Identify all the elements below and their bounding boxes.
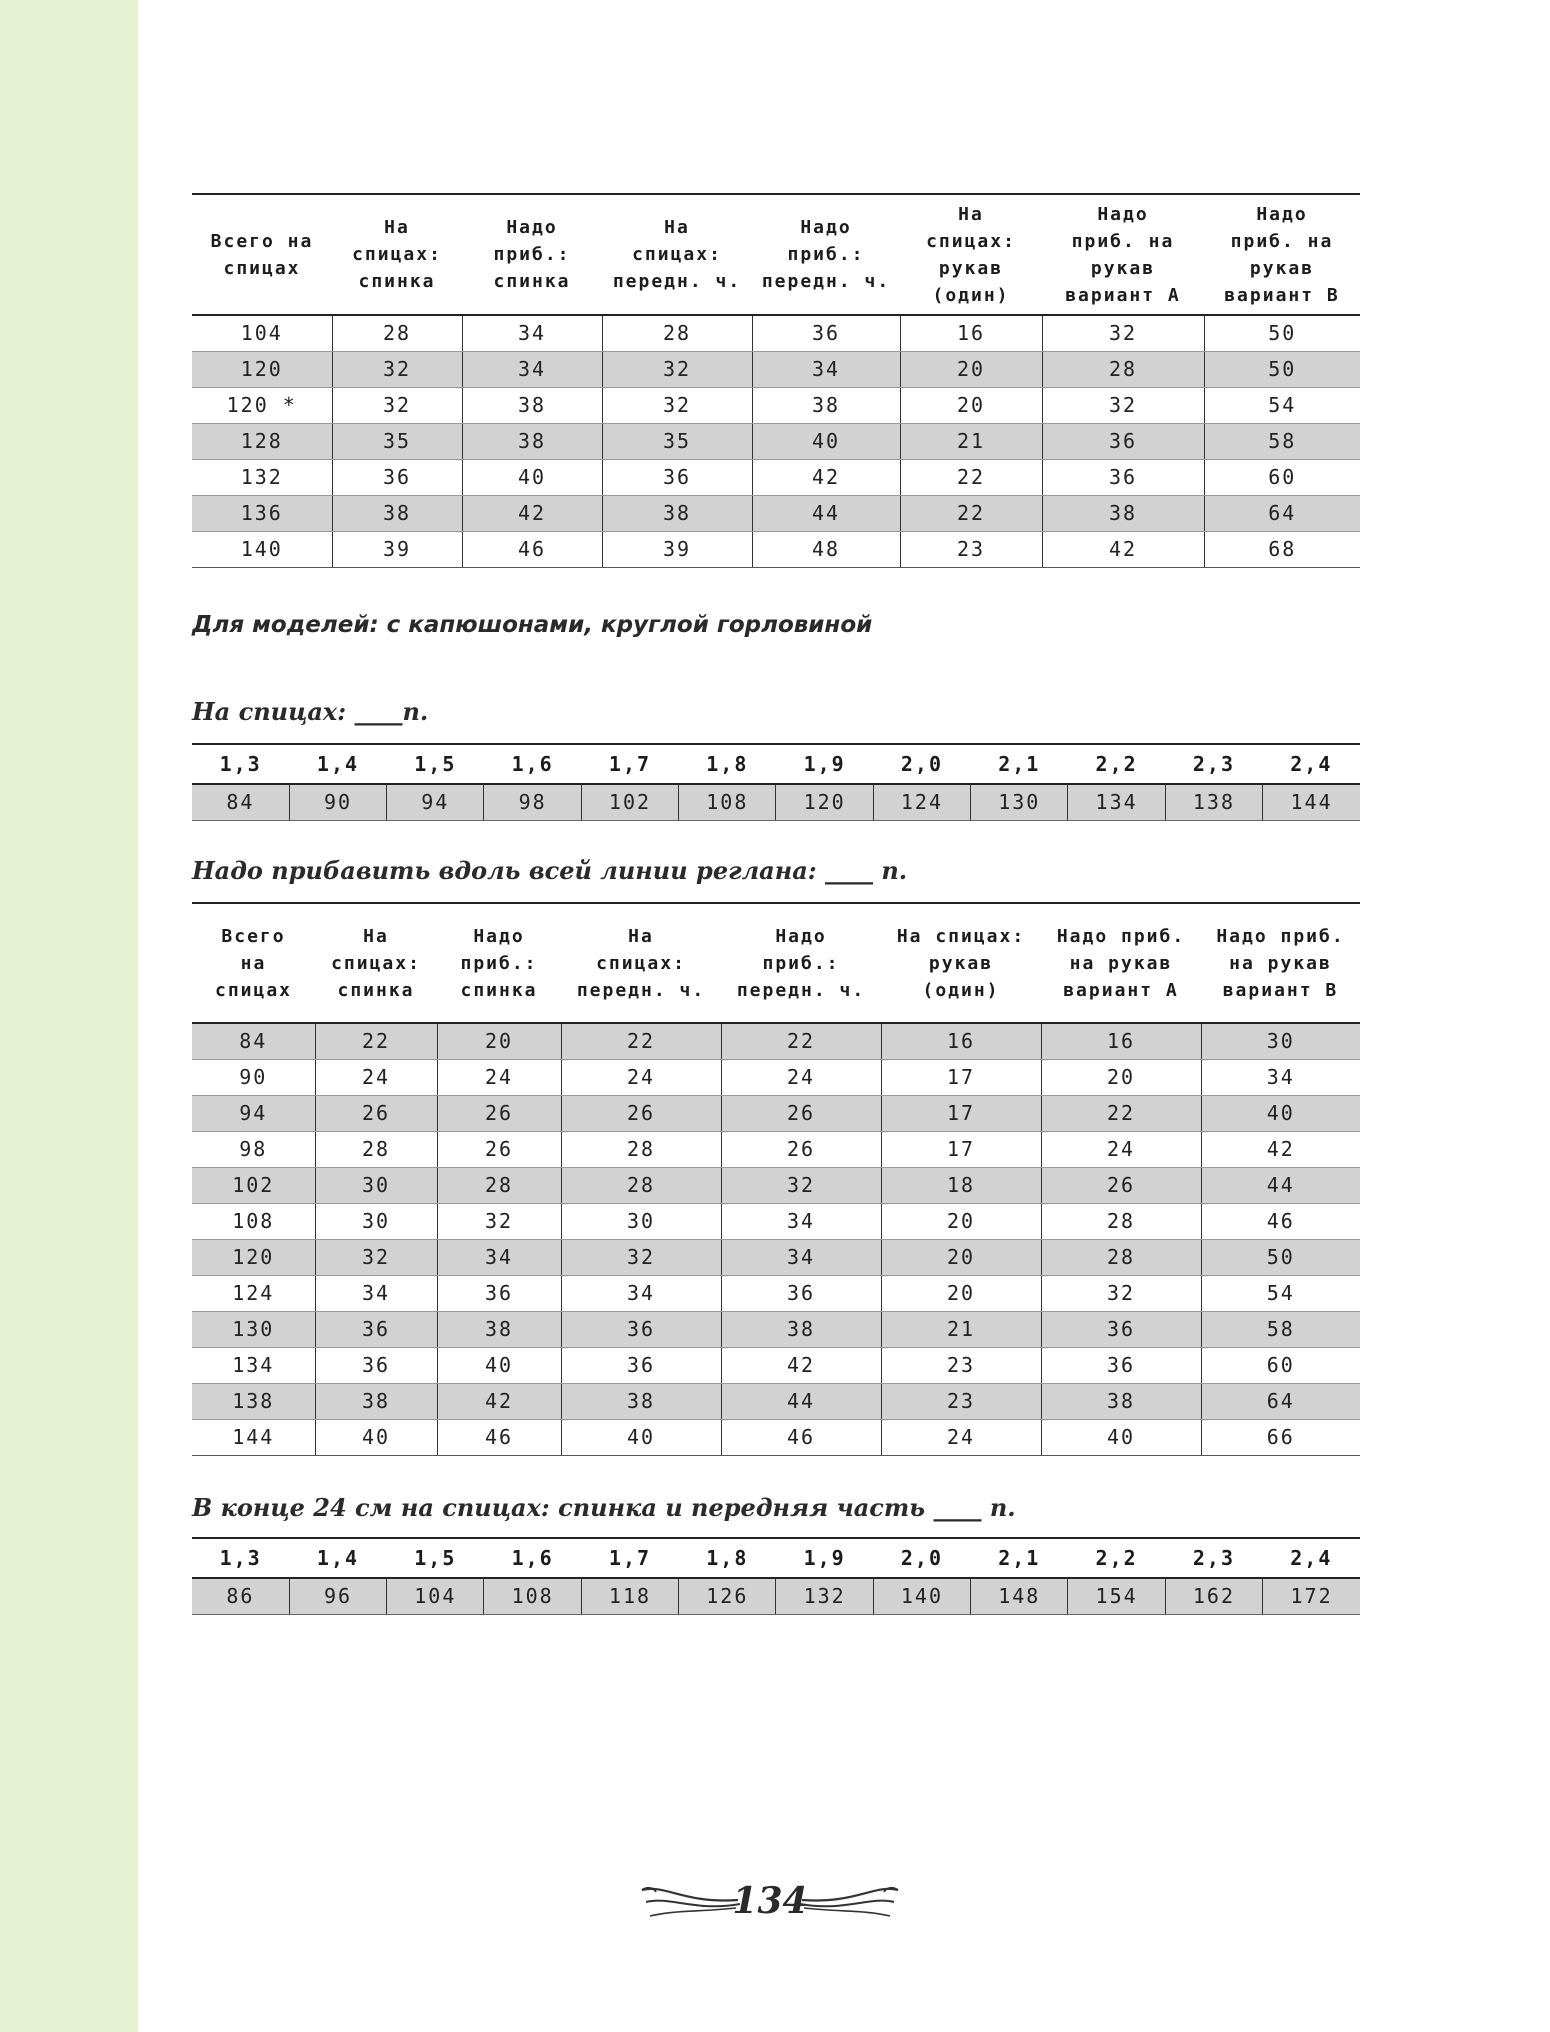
table-cell: 64 <box>1204 495 1360 531</box>
table-cell: 36 <box>332 459 462 495</box>
table-cell: 36 <box>602 459 752 495</box>
table-cell: 60 <box>1204 459 1360 495</box>
table-cell: 44 <box>721 1383 881 1419</box>
gauge-header: 2,3 <box>1192 752 1235 776</box>
table-cell: 42 <box>462 495 602 531</box>
table-cell: 144 <box>192 1419 315 1455</box>
gauge-header: 1,3 <box>219 752 262 776</box>
header-back-increase: Надо приб.: спинка <box>493 217 571 292</box>
header-back-on-needles: На спицах: спинка <box>352 217 442 292</box>
gauge-header: 1,7 <box>608 752 652 776</box>
gauge-header: 1,3 <box>219 1546 262 1570</box>
table-row <box>192 1059 1360 1095</box>
table-cell: 134 <box>1068 784 1165 820</box>
table-cell: 46 <box>1201 1203 1360 1239</box>
table-cell: 130 <box>192 1311 315 1347</box>
table-cell: 40 <box>1041 1419 1201 1455</box>
table-cell: 42 <box>1201 1131 1360 1167</box>
gauge-header: 1,8 <box>706 1546 749 1570</box>
gauge-header: 1,4 <box>316 1546 360 1570</box>
table-cell: 40 <box>315 1419 437 1455</box>
table-cell: 38 <box>561 1383 721 1419</box>
table-cell: 38 <box>752 387 900 423</box>
table-row <box>192 1203 1360 1239</box>
header-total: Всего на спицах <box>210 230 314 279</box>
table-cell: 38 <box>602 495 752 531</box>
table-row <box>192 1023 1360 1059</box>
table-row <box>192 1239 1360 1275</box>
table-cell: 28 <box>437 1167 561 1203</box>
table-cell: 28 <box>602 315 752 351</box>
table-cell: 42 <box>721 1347 881 1383</box>
table-row <box>192 1275 1360 1311</box>
gauge-header: 2,0 <box>900 752 944 776</box>
table-cell: 50 <box>1204 315 1360 351</box>
gauge-header: 2,1 <box>998 752 1041 776</box>
stitch-table-main <box>192 193 1360 568</box>
table-cell: 86 <box>192 1578 289 1614</box>
table-cell: 98 <box>192 1131 315 1167</box>
table-cell: 28 <box>561 1167 721 1203</box>
table-cell: 36 <box>561 1311 721 1347</box>
table-cell: 26 <box>561 1095 721 1131</box>
table-row <box>192 387 1360 423</box>
table-cell: 24 <box>881 1419 1041 1455</box>
table-cell: 118 <box>581 1578 678 1614</box>
table-cell: 108 <box>679 784 776 820</box>
table-cell: 54 <box>1204 387 1360 423</box>
needle-size-table-start <box>192 743 1360 821</box>
table-cell: 24 <box>561 1059 721 1095</box>
stitch-table-hood <box>192 902 1360 1456</box>
table-cell: 34 <box>315 1275 437 1311</box>
table-row <box>192 1419 1360 1455</box>
table-cell: 94 <box>387 784 484 820</box>
table-row <box>192 495 1360 531</box>
table-cell: 16 <box>1041 1023 1201 1059</box>
table-cell: 24 <box>315 1059 437 1095</box>
table-cell: 34 <box>561 1275 721 1311</box>
table-cell: 120 <box>192 1239 315 1275</box>
table-cell: 32 <box>332 351 462 387</box>
table-cell: 32 <box>602 351 752 387</box>
gauge-header: 1,9 <box>803 752 846 776</box>
table-cell: 35 <box>602 423 752 459</box>
table-cell: 138 <box>192 1383 315 1419</box>
gauge-header: 2,4 <box>1290 1546 1333 1570</box>
table-cell: 132 <box>192 459 332 495</box>
table-header-row <box>192 194 1360 315</box>
gauge-header: 2,4 <box>1290 752 1333 776</box>
table-cell: 23 <box>881 1347 1041 1383</box>
table-row <box>192 1347 1360 1383</box>
table-cell: 20 <box>1041 1059 1201 1095</box>
table-cell: 138 <box>1165 784 1262 820</box>
table-cell: 36 <box>752 315 900 351</box>
raglan-label: Надо прибавить вдоль всей линии реглана: ____ п. <box>192 856 908 885</box>
table-cell: 22 <box>900 495 1042 531</box>
header-sleeve-variant-b: Надо приб. на рукав вариант В <box>1224 203 1340 306</box>
table-row <box>192 784 1360 820</box>
table-cell: 21 <box>900 423 1042 459</box>
table-cell: 17 <box>881 1095 1041 1131</box>
header-back-on-needles: На спицах: спинка <box>331 925 421 1001</box>
table-cell: 39 <box>332 531 462 567</box>
table-cell: 24 <box>1041 1131 1201 1167</box>
table-cell: 108 <box>192 1203 315 1239</box>
table-cell: 32 <box>561 1239 721 1275</box>
table-row <box>192 315 1360 351</box>
table-cell: 24 <box>721 1059 881 1095</box>
table-cell: 38 <box>462 423 602 459</box>
table-cell: 34 <box>462 315 602 351</box>
header-sleeve-variant-b: Надо приб. на рукав вариант В <box>1216 925 1345 1001</box>
table-cell: 30 <box>315 1167 437 1203</box>
table-cell: 50 <box>1201 1239 1360 1275</box>
table-cell: 48 <box>752 531 900 567</box>
table-cell: 34 <box>1201 1059 1360 1095</box>
end-24cm-label: В конце 24 см на спицах: спинка и передняя часть ____ п. <box>192 1493 1016 1522</box>
table-cell: 34 <box>462 351 602 387</box>
gauge-header: 1,8 <box>706 752 749 776</box>
header-total: Всего на спицах <box>214 925 293 1001</box>
table-cell: 32 <box>332 387 462 423</box>
table-row <box>192 1578 1360 1614</box>
table-cell: 21 <box>881 1311 1041 1347</box>
table-cell: 38 <box>462 387 602 423</box>
table-cell: 36 <box>1042 459 1204 495</box>
table-cell: 34 <box>437 1239 561 1275</box>
gauge-header: 1,5 <box>414 752 457 776</box>
gauge-header: 1,5 <box>414 1546 457 1570</box>
table-cell: 140 <box>873 1578 970 1614</box>
models-note: Для моделей: с капюшонами, круглой горловиной <box>192 612 873 638</box>
table-row <box>192 1131 1360 1167</box>
page-footer <box>640 1872 900 1932</box>
gauge-header: 2,2 <box>1095 752 1138 776</box>
table-cell: 28 <box>561 1131 721 1167</box>
table-cell: 50 <box>1204 351 1360 387</box>
table-cell: 32 <box>721 1167 881 1203</box>
table-cell: 124 <box>873 784 970 820</box>
table-cell: 22 <box>561 1023 721 1059</box>
table-cell: 22 <box>315 1023 437 1059</box>
table-cell: 36 <box>1042 423 1204 459</box>
table-cell: 102 <box>192 1167 315 1203</box>
table-cell: 64 <box>1201 1383 1360 1419</box>
table-cell: 120 <box>192 351 332 387</box>
table-cell: 20 <box>881 1275 1041 1311</box>
table-row <box>192 531 1360 567</box>
table-cell: 134 <box>192 1347 315 1383</box>
table-cell: 40 <box>462 459 602 495</box>
table-row <box>192 1383 1360 1419</box>
table-cell: 34 <box>721 1203 881 1239</box>
table-cell: 36 <box>315 1347 437 1383</box>
table-cell: 20 <box>437 1023 561 1059</box>
table-header-row <box>192 903 1360 1023</box>
table-cell: 17 <box>881 1059 1041 1095</box>
table-cell: 96 <box>289 1578 386 1614</box>
table-cell: 26 <box>437 1131 561 1167</box>
table-cell: 38 <box>1042 495 1204 531</box>
table-header-row <box>192 744 1360 784</box>
table-cell: 38 <box>315 1383 437 1419</box>
table-cell: 38 <box>437 1311 561 1347</box>
table-cell: 162 <box>1165 1578 1262 1614</box>
table-cell: 22 <box>900 459 1042 495</box>
table-row <box>192 1167 1360 1203</box>
table-row <box>192 459 1360 495</box>
table-cell: 144 <box>1263 784 1360 820</box>
table-cell: 16 <box>881 1023 1041 1059</box>
table-cell: 94 <box>192 1095 315 1131</box>
table-cell: 44 <box>752 495 900 531</box>
table-cell: 108 <box>484 1578 581 1614</box>
table-cell: 148 <box>971 1578 1068 1614</box>
table-cell: 28 <box>315 1131 437 1167</box>
header-sleeve-variant-a: Надо приб. на рукав вариант А <box>1065 203 1181 306</box>
table-cell: 30 <box>1201 1023 1360 1059</box>
gauge-header: 2,1 <box>998 1546 1041 1570</box>
table-cell: 32 <box>315 1239 437 1275</box>
table-cell: 84 <box>192 1023 315 1059</box>
table-cell: 32 <box>1042 387 1204 423</box>
table-cell: 20 <box>900 387 1042 423</box>
table-cell: 34 <box>721 1239 881 1275</box>
table-cell: 34 <box>752 351 900 387</box>
header-front-on-needles: На спицах: передн. ч. <box>612 217 742 292</box>
header-sleeve-on-needles: На спицах: рукав (один) <box>926 203 1016 306</box>
table-cell: 26 <box>721 1131 881 1167</box>
header-front-increase: Надо приб.: передн. ч. <box>736 925 866 1001</box>
table-cell: 120 * <box>192 387 332 423</box>
table-cell: 90 <box>192 1059 315 1095</box>
gauge-header: 1,4 <box>316 752 360 776</box>
page-number: 134 <box>732 1880 808 1922</box>
gauge-header: 1,6 <box>511 752 554 776</box>
gauge-header: 2,2 <box>1095 1546 1138 1570</box>
table-cell: 17 <box>881 1131 1041 1167</box>
table-cell: 26 <box>721 1095 881 1131</box>
table-cell: 18 <box>881 1167 1041 1203</box>
table-cell: 39 <box>602 531 752 567</box>
table-cell: 84 <box>192 784 289 820</box>
table-cell: 32 <box>602 387 752 423</box>
table-cell: 104 <box>387 1578 484 1614</box>
gauge-header: 1,9 <box>803 1546 846 1570</box>
header-sleeve-variant-a: Надо приб. на рукав вариант А <box>1056 925 1186 1001</box>
table-cell: 30 <box>315 1203 437 1239</box>
table-cell: 28 <box>1041 1239 1201 1275</box>
table-cell: 40 <box>1201 1095 1360 1131</box>
table-cell: 58 <box>1204 423 1360 459</box>
table-cell: 46 <box>437 1419 561 1455</box>
table-cell: 30 <box>561 1203 721 1239</box>
table-cell: 36 <box>721 1275 881 1311</box>
table-header-row <box>192 1538 1360 1578</box>
table-cell: 98 <box>484 784 581 820</box>
table-cell: 40 <box>561 1419 721 1455</box>
table-cell: 46 <box>462 531 602 567</box>
table-cell: 124 <box>192 1275 315 1311</box>
gauge-header: 1,7 <box>608 1546 652 1570</box>
table-cell: 32 <box>1042 315 1204 351</box>
table-cell: 66 <box>1201 1419 1360 1455</box>
table-cell: 36 <box>1041 1311 1201 1347</box>
table-cell: 38 <box>1041 1383 1201 1419</box>
header-back-increase: Надо приб.: спинка <box>460 925 538 1001</box>
table-cell: 22 <box>1041 1095 1201 1131</box>
gauge-header: 2,0 <box>900 1546 944 1570</box>
table-cell: 35 <box>332 423 462 459</box>
table-cell: 46 <box>721 1419 881 1455</box>
gauge-header: 1,6 <box>511 1546 554 1570</box>
table-cell: 36 <box>1041 1347 1201 1383</box>
table-cell: 28 <box>332 315 462 351</box>
table-cell: 54 <box>1201 1275 1360 1311</box>
table-cell: 32 <box>1041 1275 1201 1311</box>
table-cell: 60 <box>1201 1347 1360 1383</box>
table-cell: 120 <box>776 784 873 820</box>
header-front-on-needles: На спицах: передн. ч. <box>576 925 706 1001</box>
table-cell: 132 <box>776 1578 873 1614</box>
table-row <box>192 351 1360 387</box>
table-cell: 26 <box>1041 1167 1201 1203</box>
table-cell: 23 <box>881 1383 1041 1419</box>
table-cell: 140 <box>192 531 332 567</box>
table-cell: 23 <box>900 531 1042 567</box>
table-cell: 68 <box>1204 531 1360 567</box>
table-cell: 20 <box>881 1239 1041 1275</box>
header-front-increase: Надо приб.: передн. ч. <box>761 217 891 292</box>
needle-size-table-end <box>192 1537 1360 1615</box>
table-cell: 102 <box>581 784 678 820</box>
table-row <box>192 423 1360 459</box>
table-cell: 172 <box>1263 1578 1360 1614</box>
on-needles-label: На спицах: ____п. <box>192 697 429 726</box>
side-color-strip <box>0 0 138 2032</box>
gauge-header: 2,3 <box>1192 1546 1235 1570</box>
table-cell: 28 <box>1042 351 1204 387</box>
table-cell: 58 <box>1201 1311 1360 1347</box>
table-cell: 26 <box>315 1095 437 1131</box>
table-cell: 130 <box>971 784 1068 820</box>
table-cell: 20 <box>881 1203 1041 1239</box>
table-cell: 28 <box>1041 1203 1201 1239</box>
table-cell: 136 <box>192 495 332 531</box>
table-cell: 44 <box>1201 1167 1360 1203</box>
table-cell: 40 <box>752 423 900 459</box>
table-cell: 154 <box>1068 1578 1165 1614</box>
table-cell: 36 <box>315 1311 437 1347</box>
table-cell: 40 <box>437 1347 561 1383</box>
table-row <box>192 1311 1360 1347</box>
table-cell: 128 <box>192 423 332 459</box>
header-sleeve-on-needles: На спицах: рукав (один) <box>896 925 1026 1001</box>
table-row <box>192 1095 1360 1131</box>
table-cell: 42 <box>752 459 900 495</box>
table-cell: 24 <box>437 1059 561 1095</box>
table-cell: 32 <box>437 1203 561 1239</box>
table-cell: 90 <box>289 784 386 820</box>
table-cell: 20 <box>900 351 1042 387</box>
table-cell: 126 <box>679 1578 776 1614</box>
table-cell: 26 <box>437 1095 561 1131</box>
right-flourish-icon <box>795 1882 900 1922</box>
table-cell: 42 <box>1042 531 1204 567</box>
table-cell: 36 <box>561 1347 721 1383</box>
table-cell: 16 <box>900 315 1042 351</box>
table-cell: 22 <box>721 1023 881 1059</box>
table-cell: 42 <box>437 1383 561 1419</box>
table-cell: 104 <box>192 315 332 351</box>
table-cell: 38 <box>721 1311 881 1347</box>
table-cell: 36 <box>437 1275 561 1311</box>
table-cell: 38 <box>332 495 462 531</box>
